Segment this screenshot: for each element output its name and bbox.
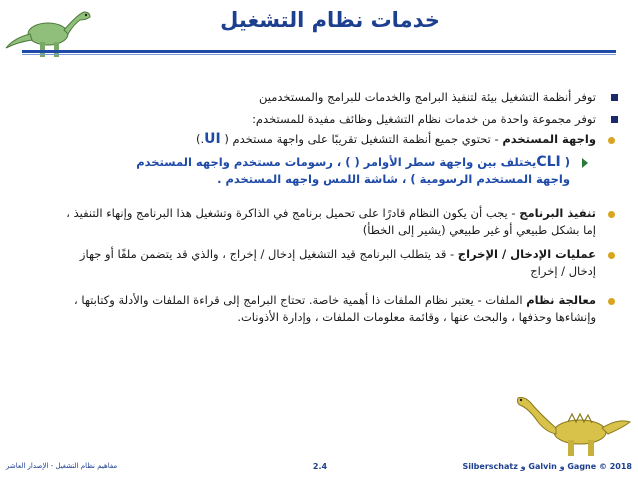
item-exec-text: - يجب أن يكون النظام قادرًا على تحميل برنامج في الذاكرة وتشغيل هذا البرنامج وإنهاء التنفيذ ، إما بشكل طبيعي أو غير طبيعي (يشير إلى الخطأ) <box>66 206 596 237</box>
item-ui-sub-cli: CLI <box>536 154 561 170</box>
item-io-operations <box>56 246 596 280</box>
round-bullet-icon <box>608 298 615 305</box>
item-ui-sub-c: ) ، رسومات مستخدم واجهه المستخدم <box>136 155 351 169</box>
arrow-bullet-icon <box>582 158 588 168</box>
dinosaur-icon <box>510 388 634 460</box>
slide-title: خدمات نظام التشغيل <box>220 8 440 32</box>
item-ui-abbr: UI <box>204 131 221 147</box>
item-ui-lead: واجهة المستخدم <box>502 132 596 146</box>
item-io-lead: عمليات الإدخال / الإخراج <box>457 247 596 261</box>
title-rule-thin <box>22 54 616 55</box>
bullet-2: توفر مجموعة واحدة من خدمات نظام التشغيل وظائف مفيدة للمستخدم: <box>252 112 596 126</box>
square-bullet-icon <box>611 116 618 123</box>
item-ui-sub-d: واجهة المستخدم الرسومية ) ، شاشة اللمس واجهه المستخدم . <box>217 172 570 186</box>
item-io-text: - قد يتطلب البرنامج قيد التشغيل إدخال / إخراج ، والذي قد يتضمن ملفًا أو جهاز إدخال / إخراج <box>79 247 596 278</box>
item-file-system <box>56 292 596 326</box>
item-ui-text: - تحتوي جميع أنظمة التشغيل تقريبًا على واجهة مستخدم ( <box>220 132 503 146</box>
item-ui-sub <box>60 154 570 188</box>
round-bullet-icon <box>608 252 615 259</box>
item-fs-lead: معالجة نظام <box>526 293 596 307</box>
item-exec-lead: تنفيذ البرنامج <box>519 206 596 220</box>
item-fs-text: الملفات - يعتبر نظام الملفات ذا أهمية خاصة. تحتاج البرامج إلى قراءة الملفات والأدلة وكتابتها ، وإنشاءها وحذفها ، والبحث عنها ، وقائمة معلومات الملفات ، وإدارة الأذونات. <box>73 293 596 324</box>
square-bullet-icon <box>611 94 618 101</box>
item-ui-sub-b: يختلف بين واجهة سطر الأوامر ( <box>350 155 537 169</box>
item-user-interface <box>56 131 596 148</box>
footer-page-number: 2.4 <box>312 462 328 471</box>
round-bullet-icon <box>608 211 615 218</box>
item-ui-close: .) <box>195 132 205 146</box>
bullet-1: توفر أنظمة التشغيل بيئة لتنفيذ البرامج والخدمات للبرامج والمستخدمين <box>259 90 596 104</box>
item-ui-sub-a: ( <box>560 155 570 169</box>
round-bullet-icon <box>608 137 615 144</box>
item-program-execution <box>56 205 596 239</box>
footer-copyright: Silberschatz و Galvin و Gagne © 2018 <box>462 462 632 471</box>
title-rule <box>22 50 616 53</box>
footer-course-title: مفاهيم نظام التشغيل - الإصدار العاشر <box>6 462 118 470</box>
